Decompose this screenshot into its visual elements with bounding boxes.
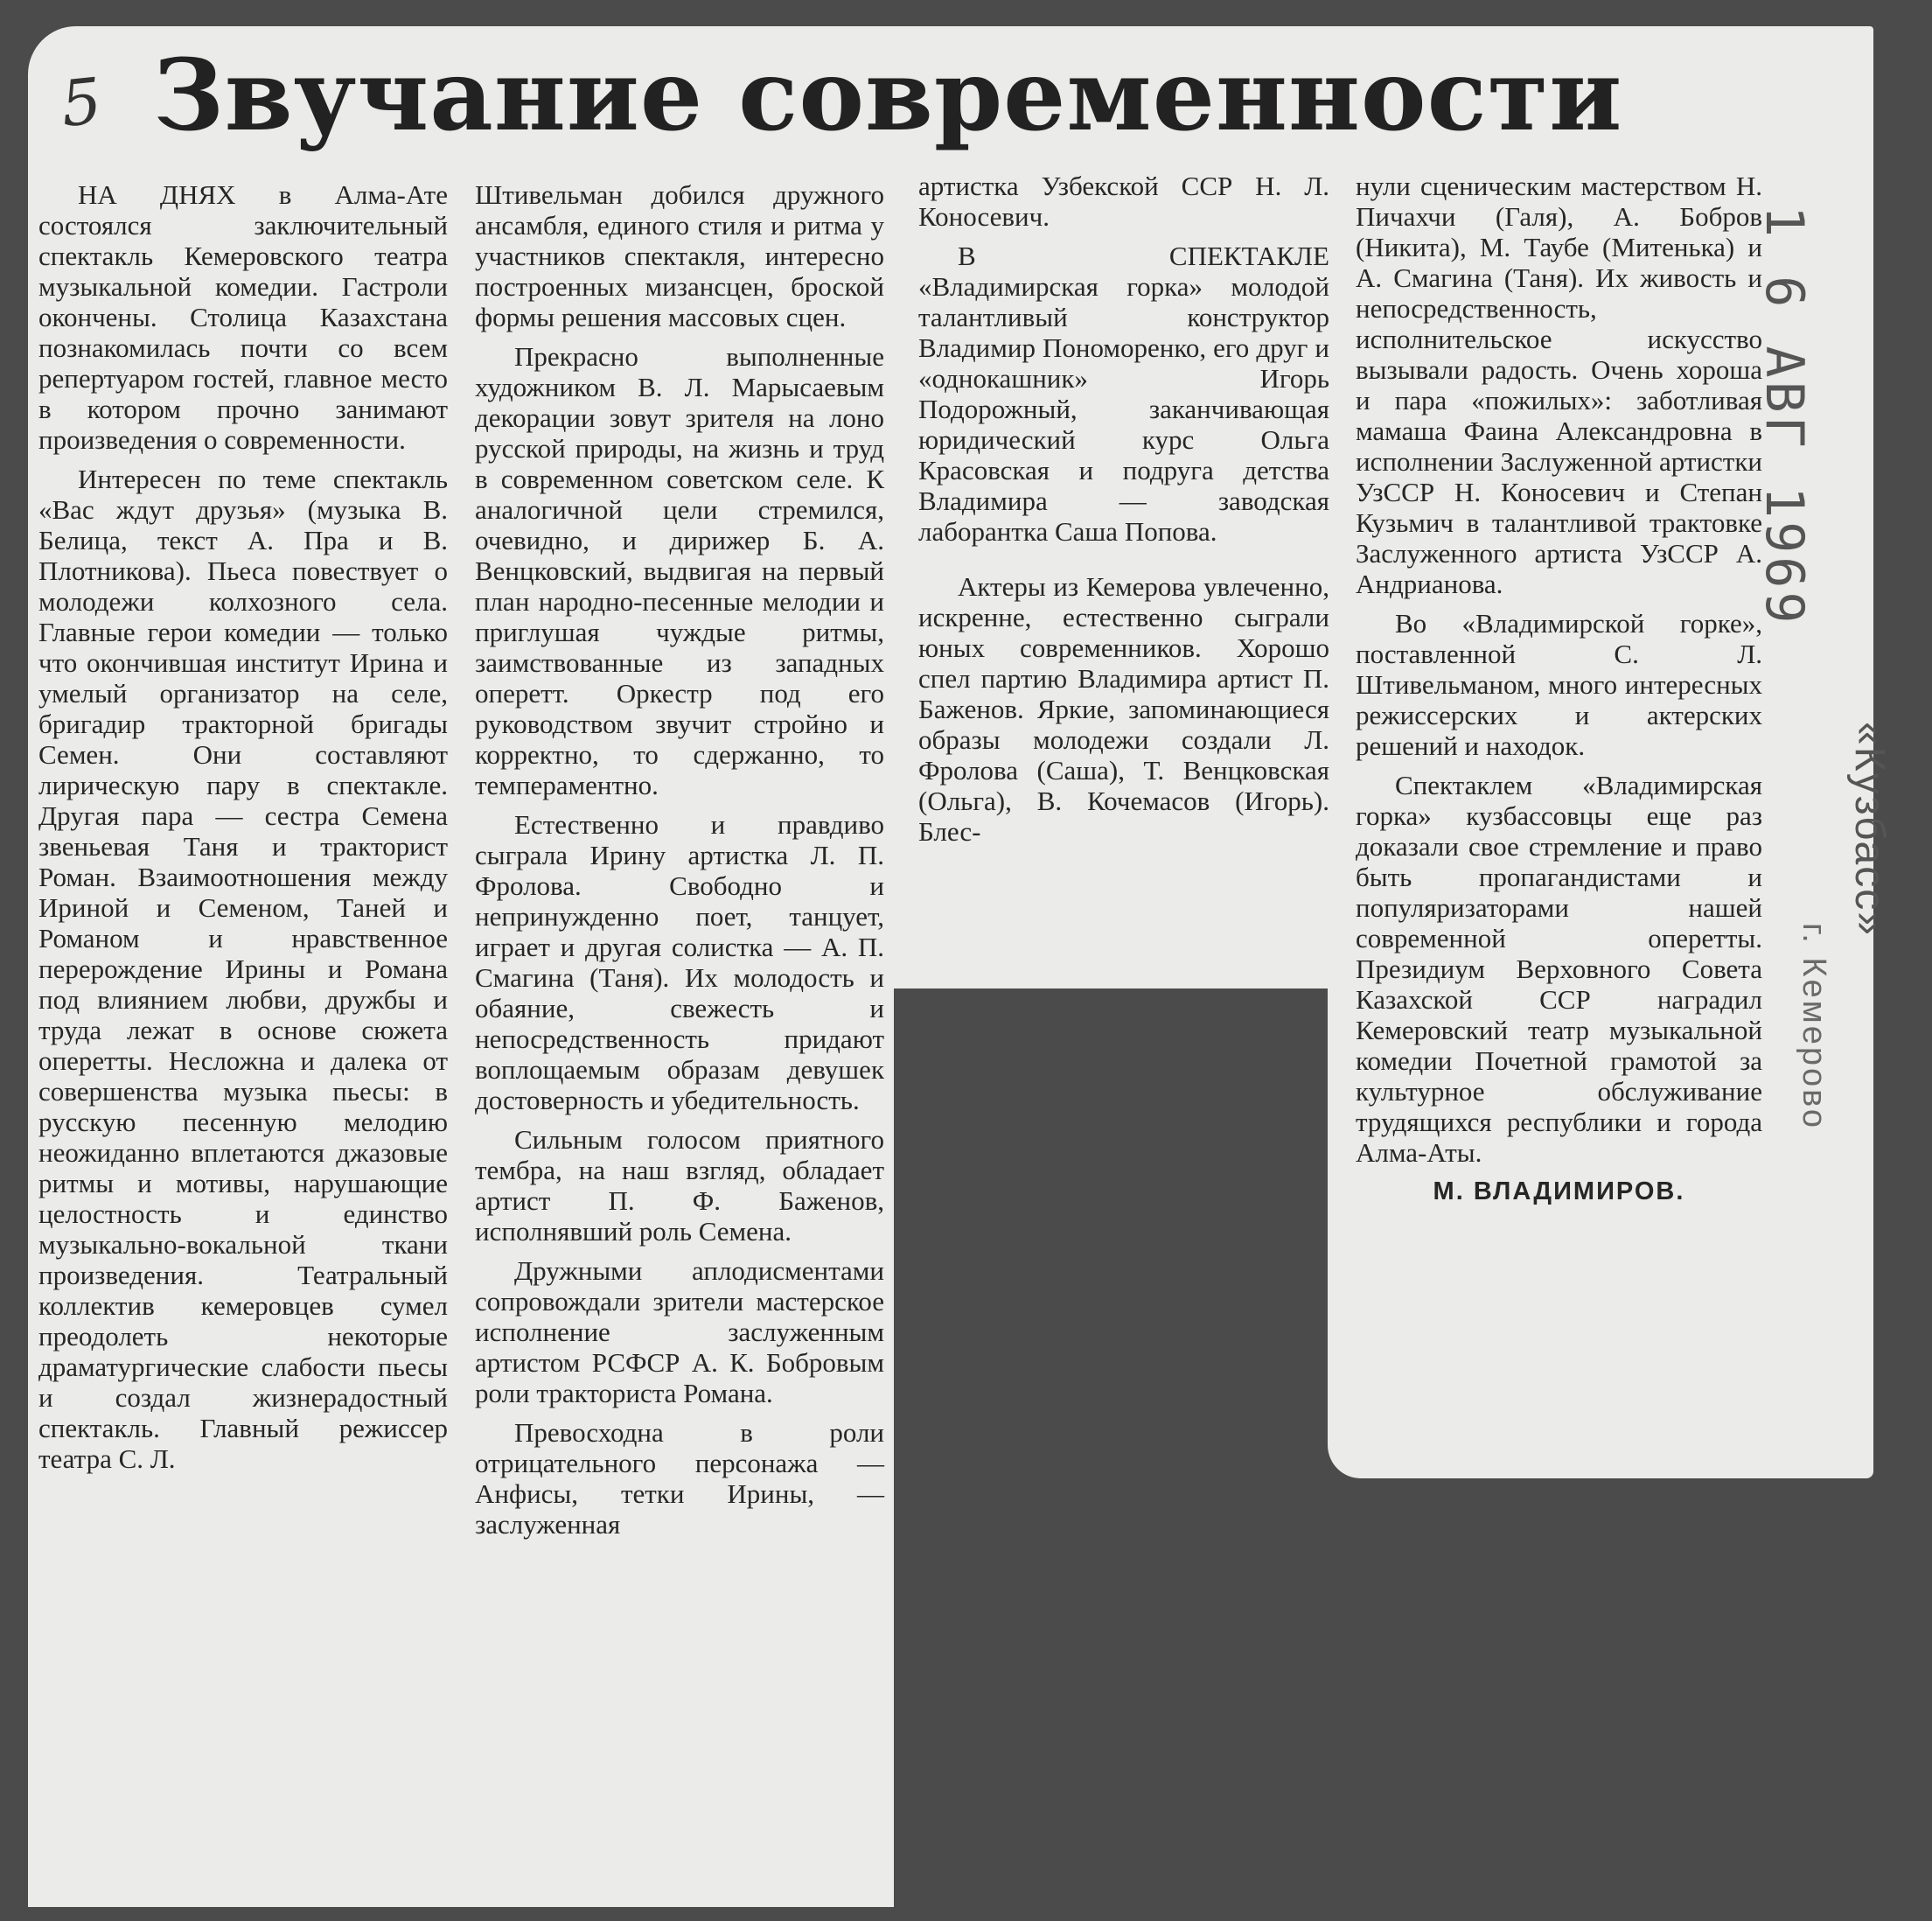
- article-column-4: [1356, 171, 1762, 1207]
- paragraph: Превосходна в роли отрицательного персонажа — Анфисы, тетки Ирины, — заслуженная: [475, 1417, 884, 1540]
- article-column-3: [918, 171, 1329, 856]
- paragraph: Штивельман добился дружного ансамбля, единого стиля и ритма у участников спектакля, интересно построенных мизансцен, броской формы решения массовых сцен.: [475, 179, 884, 332]
- paragraph: Прекрасно выполненные художником В. Л. Марысаевым декорации зовут зрителя на лоно русской природы, на жизнь и труд в современном советском селе. К аналогичной цели стремился, очевидно, и дирижер Б. А. Венцковский, выдвигая на первый план народно-песенные мелодии и приглушая чуждые ритмы, заимствованные из западных оперетт. Оркестр под его руководством звучит стройно и корректно, то сдержанно, то темпераментно.: [475, 341, 884, 800]
- paragraph: Спектаклем «Владимирская горка» кузбассовцы еще раз доказали свое стремление и право быть пропагандистами и популяризаторами нашей современной оперетты. Президиум Верховного Совета Казахской ССР наградил Кемеровский театр музыкальной комедии Почетной грамотой за культурное обслуживание трудящихся республики и города Алма-Аты.: [1356, 770, 1762, 1168]
- city-stamp: г. Кемерово: [1796, 923, 1832, 1131]
- paragraph: Во «Владимирской горке», поставленной С. Л. Штивельманом, много интересных режиссерских и актерских решений и находок.: [1356, 608, 1762, 761]
- article-column-2: [475, 179, 884, 1548]
- paragraph: артистка Узбекской ССР Н. Л. Коносевич.: [918, 171, 1329, 232]
- paragraph: Естественно и правдиво сыграла Ирину артистка Л. П. Фролова. Свободно и непринужденно поет, танцует, играет и другая солистка — А. П. Смагина (Таня). Их молодость и обаяние, свежесть и непосредственность придают воплощаемым образам девушек достоверность и убедительность.: [475, 809, 884, 1115]
- date-stamp: 1 6 АВГ 1969: [1754, 206, 1815, 627]
- paragraph: Сильным голосом приятного тембра, на наш взгляд, обладает артист П. Ф. Баженов, исполнявший роль Семена.: [475, 1124, 884, 1247]
- article-column-1: [38, 179, 448, 1483]
- newspaper-stamp: «Кузбасс»: [1846, 722, 1893, 937]
- paragraph: Актеры из Кемерова увлеченно, искренне, естественно сыграли юных современников. Хорошо спел партию Владимира артист П. Баженов. Яркие, запоминающиеся образы молодежи создали Л. Фролова (Саша), Т. Венцковская (Ольга), В. Кочемасов (Игорь). Блес-: [918, 571, 1329, 847]
- paragraph: В СПЕКТАКЛЕ «Владимирская горка» молодой талантливый конструктор Владимир Пономоренко, его друг и «однокашник» Игорь Подорожный, заканчивающая юридический курс Ольга Красовская и подруга детства Владимира — заводская лаборантка Саша Попова.: [918, 241, 1329, 547]
- handwritten-page-number: 5: [57, 63, 106, 142]
- article-author: М. ВЛАДИМИРОВ.: [1433, 1177, 1685, 1205]
- paragraph: нули сценическим мастерством Н. Пичахчи (Галя), А. Бобров (Никита), М. Таубе (Митенька) и А. Смагина (Таня). Их живость и непосредственность, исполнительское искусство вызывали радость. Очень хороша и пара «пожилых»: заботливая мамаша Фаина Александровна в исполнении Заслуженной артистки УзССР Н. Коносевич и Степан Кузьмич в талантливой трактовке Заслуженного артиста УзССР А. Андрианова.: [1356, 171, 1762, 599]
- paragraph: Дружными аплодисментами сопровождали зрители мастерское исполнение заслуженным артистом РСФСР А. К. Бобровым роли тракториста Романа.: [475, 1255, 884, 1408]
- article-headline: Звучание современности: [153, 38, 1623, 153]
- paragraph: Интересен по теме спектакль «Вас ждут друзья» (музыка В. Белица, текст А. Пра и В. Плотникова). Пьеса повествует о молодежи колхозного села. Главные герои комедии — только что окончившая институт Ирина и умелый организатор на селе, бригадир тракторной бригады Семен. Они составляют лирическую пару в спектакле. Другая пара — сестра Семена звеньевая Таня и тракторист Роман. Взаимоотношения между Ириной и Семеном, Таней и Романом и нравственное перерождение Ирины и Романа под влиянием любви, дружбы и труда лежат в основе сюжета оперетты. Несложна и далека от совершенства музыка пьесы: в русскую песенную мелодию неожиданно вплетаются джазовые ритмы и мотивы, нарушающие целостность и единство музыкально-вокальной ткани произведения. Театральный коллектив кемеровцев сумел преодолеть некоторые драматургические слабости пьесы и создал жизнерадостный спектакль. Главный режиссер театра С. Л.: [38, 464, 448, 1474]
- paragraph: НА ДНЯХ в Алма-Ате состоялся заключительный спектакль Кемеровского театра музыкальной комедии. Гастроли окончены. Столица Казахстана познакомилась почти со всем репертуаром гостей, главное место в котором прочно занимают произведения о современности.: [38, 179, 448, 455]
